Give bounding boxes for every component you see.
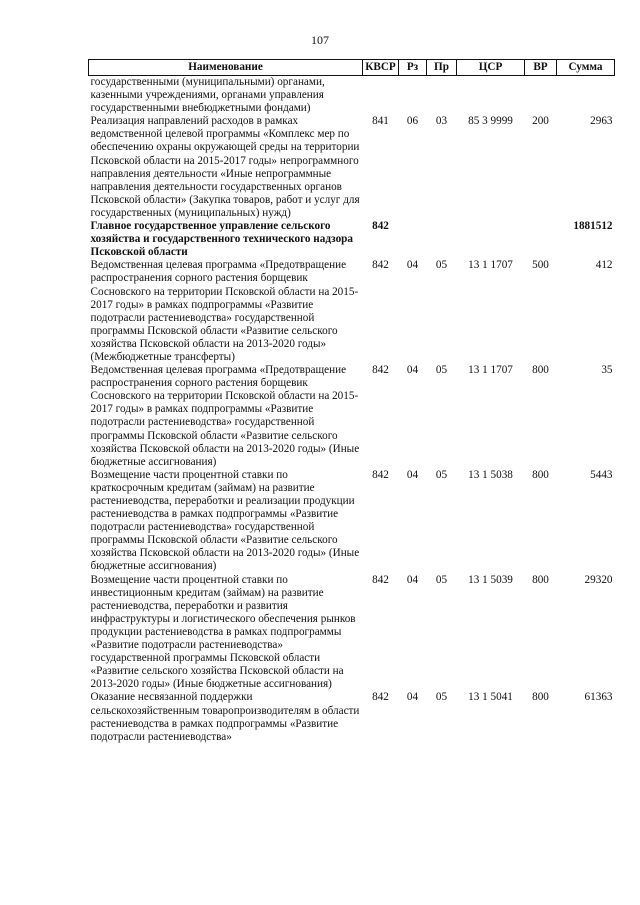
row-rz: 06 [406,115,419,128]
header-vr: ВР [525,60,557,76]
row-vr: 800 [532,691,549,704]
header-rz: Рз [399,60,427,76]
row-kvsr [363,76,399,116]
header-pr: Пр [427,60,457,76]
budget-table [88,59,615,744]
row-kvsr: 842 [372,468,389,481]
row-vr [525,220,557,259]
header-kvsr: КВСР [363,60,399,76]
row-sum: 35 [601,364,613,377]
table-row [89,691,615,743]
table-body [89,76,615,744]
row-sum: 1881512 [573,220,613,233]
table-row [89,364,615,469]
table-row [89,115,615,220]
row-name: государственными (муниципальными) органами, казенными учреждениями, органами управления государственными внебюджетными фондами) [90,76,325,115]
row-kvsr: 842 [372,573,389,586]
row-rz [399,76,427,116]
row-kvsr: 842 [372,364,389,377]
row-csr: 13 1 5041 [468,691,513,704]
row-name: Главное государственное управление сельского хозяйства и государственного технического надзора Псковской области [90,220,353,259]
table-row [89,469,615,574]
row-rz: 04 [406,259,419,272]
row-vr: 500 [532,259,549,272]
table-header [89,60,615,76]
row-vr: 200 [532,115,549,128]
row-sum: 61363 [584,691,613,704]
row-name: Ведомственная целевая программа «Предотвращение распространения сорного растения борщевик Сосновского на территории Псковской области на 2015-2017 годы» в рамках подпрограммы «Развитие подотрасли растениеводства» государственной программы Псковской области «Развитие сельского хозяйства Псковской области на 2013-2020 годы» (Межбюджетные трансферты) [90,259,359,363]
page-number: 107 [311,33,329,47]
row-rz: 04 [406,573,419,586]
table-row [89,259,615,364]
header-csr: ЦСР [457,60,525,76]
row-pr: 05 [435,573,448,586]
row-kvsr: 842 [372,691,389,704]
row-pr: 05 [435,259,448,272]
row-pr [427,76,457,116]
row-csr: 85 3 9999 [468,115,513,128]
row-csr [457,76,525,116]
row-vr: 800 [532,573,549,586]
row-kvsr: 841 [372,115,389,128]
row-name: Ведомственная целевая программа «Предотвращение распространения сорного растения борщевик Сосновского на территории Псковской области на 2015-2017 годы» в рамках подпрограммы «Развитие подотрасли растениеводства» государственной программы Псковской области «Развитие сельского хозяйства Псковской области на 2013-2020 годы» (Иные бюджетные ассигнования) [90,364,360,468]
row-rz: 04 [406,364,419,377]
row-sum: 5443 [590,468,613,481]
row-pr: 03 [435,115,448,128]
table-row [89,76,615,116]
row-sum: 412 [595,259,613,272]
header-sum: Сумма [557,60,615,76]
row-pr [427,220,457,259]
table-row [89,220,615,259]
row-rz [399,220,427,259]
row-csr: 13 1 1707 [468,259,513,272]
row-csr: 13 1 5039 [468,573,513,586]
row-rz: 04 [406,691,419,704]
row-pr: 05 [435,364,448,377]
row-name: Возмещение части процентной ставки по инвестиционным кредитам (займам) на развитие растениеводства, переработки и развития инфраструктуры и логистического обеспечения рынков продукции растениеводства в рамках подпрограммы «Развитие подотрасли растениеводства» государственной программы Псковской области «Развитие сельского хозяйства Псковской области на 2013-2020 годы» (Иные бюджетные ассигнования) [90,573,356,691]
row-sum [557,76,615,116]
row-rz: 04 [406,468,419,481]
row-sum: 2963 [590,115,613,128]
row-vr: 800 [532,468,549,481]
header-name: Наименование [89,60,363,76]
row-pr: 05 [435,691,448,704]
row-vr [525,76,557,116]
row-name: Оказание несвязанной поддержки сельскохозяйственным товаропроизводителям в области растениеводства в рамках подпрограммы «Развитие подотрасли растениеводства» [90,691,360,743]
row-csr [457,220,525,259]
row-csr: 13 1 5038 [468,468,513,481]
row-vr: 800 [532,364,549,377]
row-kvsr: 842 [372,220,389,233]
row-csr: 13 1 1707 [468,364,513,377]
row-pr: 05 [435,468,448,481]
table-row [89,574,615,692]
row-name: Реализация направлений расходов в рамках ведомственной целевой программы «Комплекс мер по обеспечению охраны окружающей среды на территории Псковской области на 2015-2017 годы» непрограммного направления деятельности «Иные непрограммные направления деятельности государственных органов Псковской области» (Закупка товаров, работ и услуг для государственных (муниципальных) нужд) [90,115,360,219]
row-name: Возмещение части процентной ставки по краткосрочным кредитам (займам) на развитие растениеводства, переработки и реализации продукции растениеводства в рамках подпрограммы «Развитие подотрасли растениеводства» государственной программы Псковской области «Развитие сельского хозяйства Псковской области на 2013-2020 годы» (Иные бюджетные ассигнования) [90,468,360,573]
row-kvsr: 842 [372,259,389,272]
row-sum: 29320 [584,573,613,586]
